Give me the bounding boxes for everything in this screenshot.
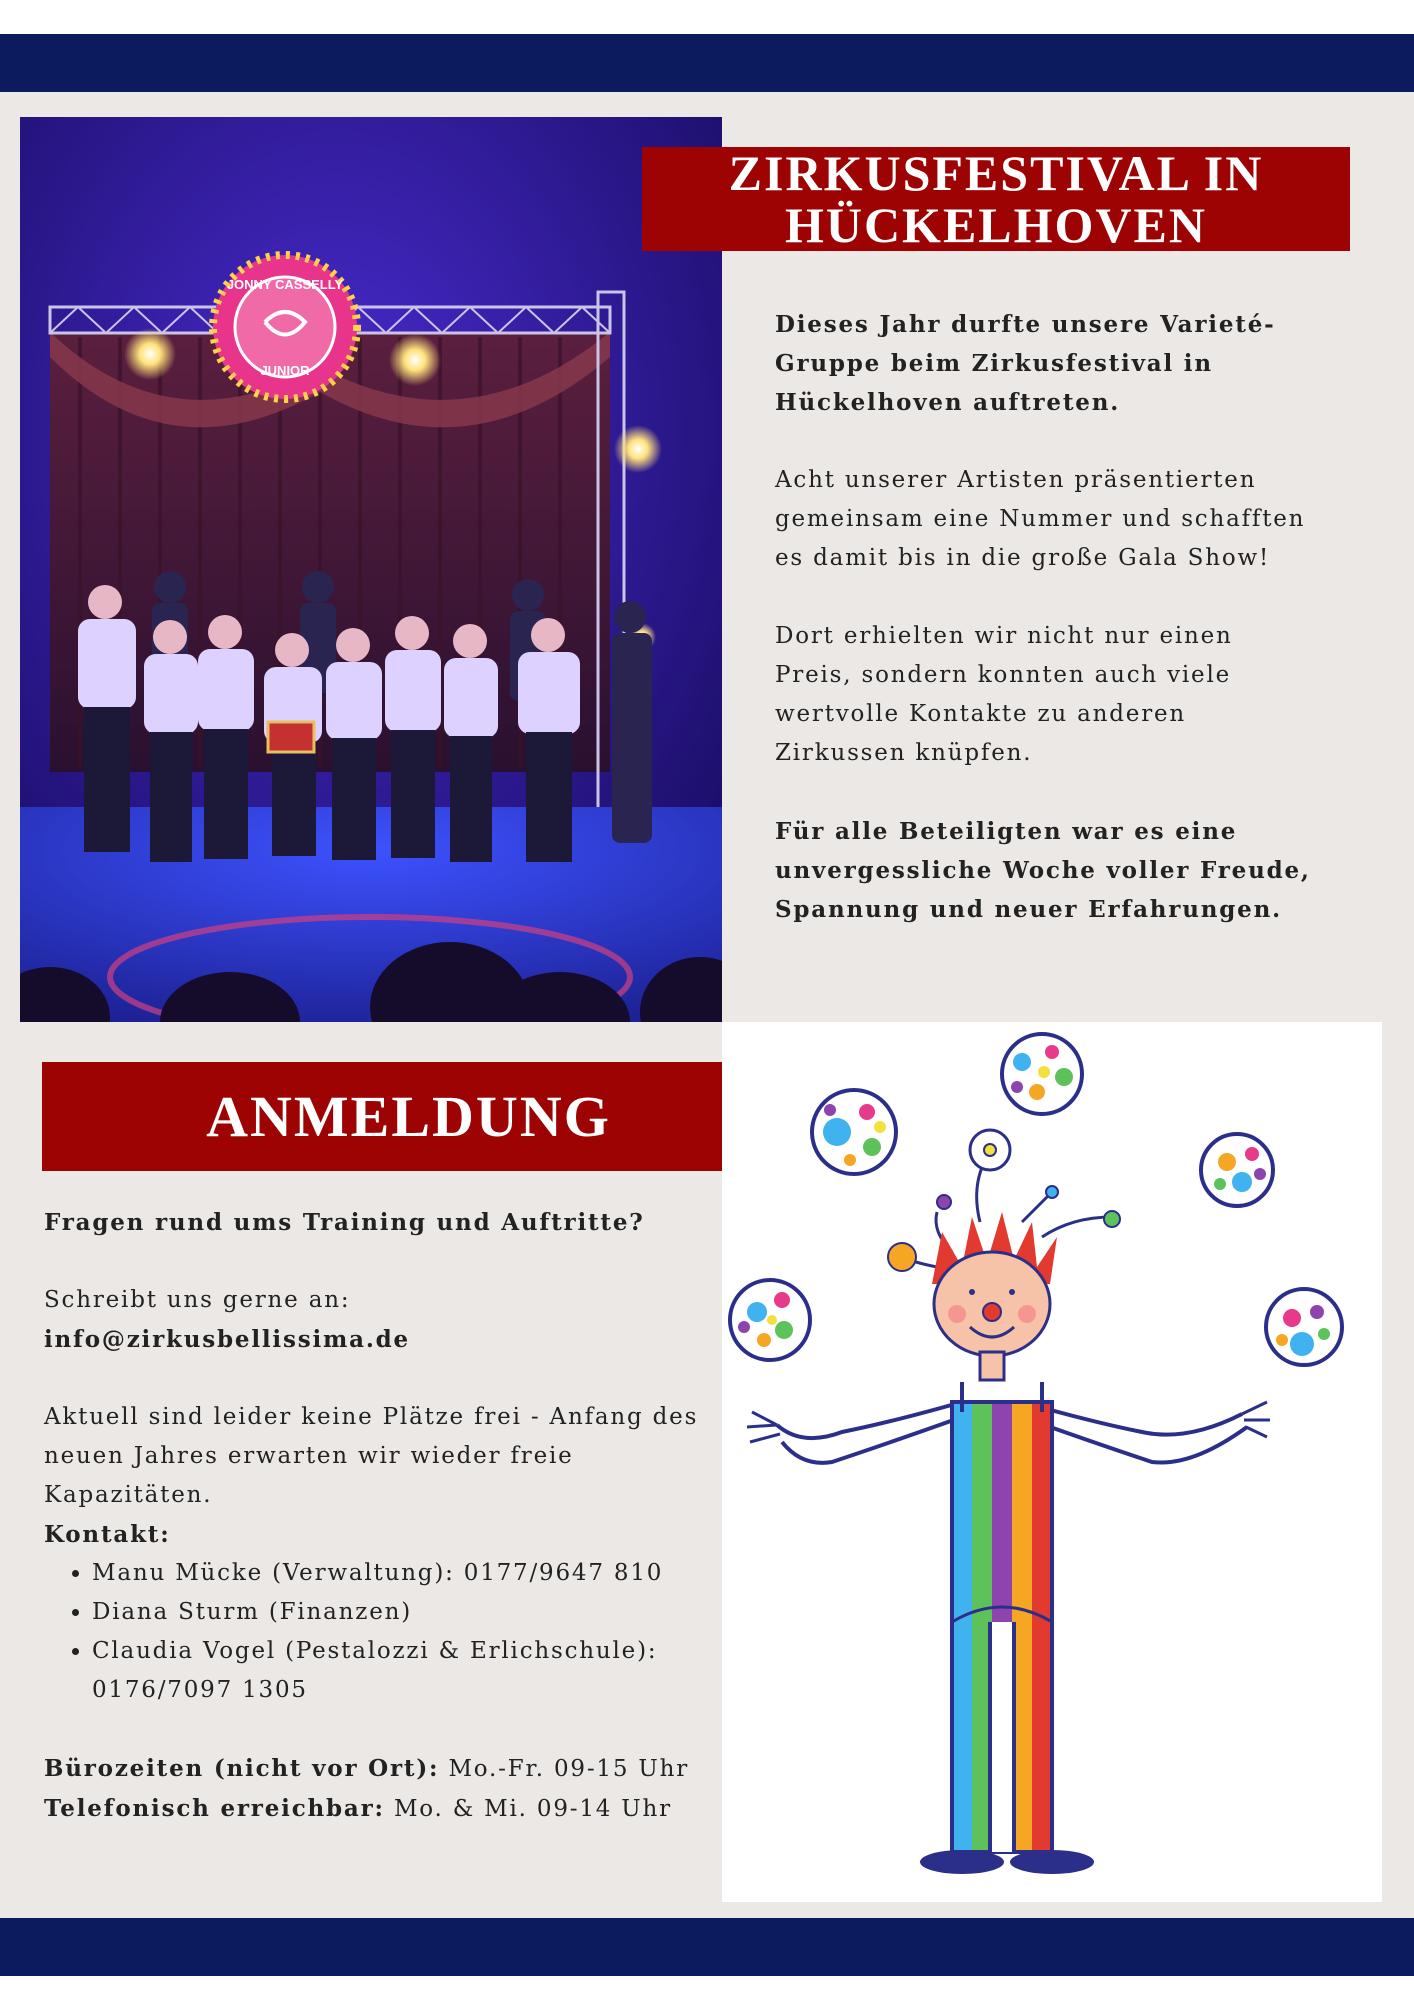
- festival-intro: Dieses Jahr durfte unsere Varieté-Gruppe beim Zirkusfestival in Hückelhoven auftreten.: [775, 311, 1276, 416]
- festival-paragraph-2: Acht unserer Artisten präsentierten gemeinsam eine Nummer und schafften es damit bis in die große Gala Show!: [775, 467, 1306, 571]
- office-hours-value: Mo.-Fr. 09-15 Uhr: [448, 1756, 689, 1782]
- anmeldung-heading: [42, 1062, 775, 1171]
- stage-photo: [20, 117, 722, 1022]
- phone-hours-line: [44, 1789, 724, 1829]
- bottom-navy-band: [0, 1918, 1414, 1976]
- availability-note: Aktuell sind leider keine Plätze frei - Anfang des neuen Jahres erwarten wir wieder freie Kapazitäten.: [44, 1404, 699, 1508]
- juggling-ball: [1201, 1134, 1273, 1206]
- anmeldung-title: ANMELDUNG: [206, 1083, 611, 1149]
- juggling-ball: [1266, 1289, 1342, 1365]
- office-hours-line: [44, 1749, 724, 1789]
- clown-body: [952, 1382, 1052, 1852]
- festival-title-line1: ZIRKUSFESTIVAL IN: [728, 145, 1264, 201]
- festival-article: [775, 305, 1315, 929]
- phone-hours-label: Telefonisch erreichbar:: [44, 1795, 385, 1822]
- anmeldung-question: Fragen rund ums Training und Auftritte?: [44, 1209, 645, 1236]
- write-us-label: Schreibt uns gerne an:: [44, 1287, 351, 1313]
- festival-heading: [642, 147, 1350, 251]
- contact-label: Kontakt:: [44, 1521, 171, 1548]
- clown-illustration-panel: [722, 1022, 1382, 1902]
- flower-icon: [970, 1130, 1010, 1170]
- contact-list: [44, 1554, 724, 1710]
- contact-item: • Diana Sturm (Finanzen): [92, 1593, 724, 1632]
- festival-paragraph-3: Dort erhielten wir nicht nur einen Preis, sondern konnten auch viele wertvolle Kontakte zu anderen Zirkussen knüpfen.: [775, 623, 1233, 766]
- festival-title-line2: HÜCKELHOVEN: [784, 197, 1208, 253]
- contact-item: • Manu Mücke (Verwaltung): 0177/9647 810: [92, 1554, 724, 1593]
- juggling-ball: [1002, 1034, 1082, 1114]
- juggling-ball: [812, 1090, 896, 1174]
- sign-top-text: JONNY CASSELLY: [226, 277, 344, 292]
- top-navy-band: [0, 34, 1414, 92]
- festival-closing: Für alle Beteiligten war es eine unvergessliche Woche voller Freude, Spannung und neuer Erfahrungen.: [775, 818, 1311, 923]
- contact-item: • Claudia Vogel (Pestalozzi & Erlichschule): 0176/7097 1305: [92, 1632, 724, 1710]
- juggling-ball: [730, 1280, 810, 1360]
- circus-logo-sign: [213, 255, 357, 399]
- sign-bottom-text: JUNIOR: [260, 363, 310, 378]
- juggling-clown-illustration: [722, 1022, 1382, 1902]
- phone-hours-value: Mo. & Mi. 09-14 Uhr: [393, 1796, 672, 1822]
- contact-email[interactable]: info@zirkusbellissima.de: [44, 1326, 410, 1353]
- anmeldung-section: [44, 1203, 724, 1829]
- office-hours-label: Bürozeiten (nicht vor Ort):: [44, 1755, 440, 1782]
